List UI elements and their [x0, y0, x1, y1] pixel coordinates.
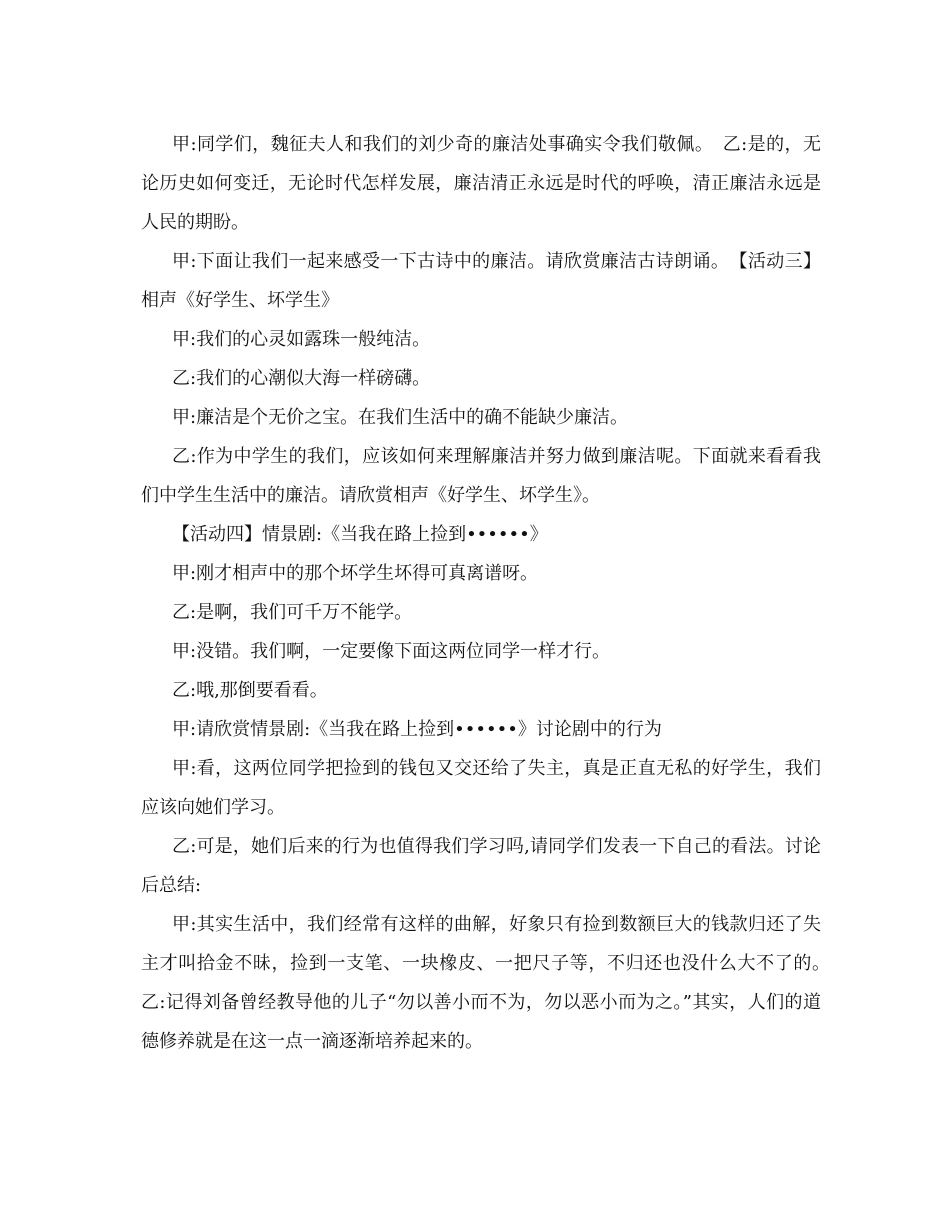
document-body [141, 125, 839, 1061]
paragraph: 甲:同学们，魏征夫人和我们的刘少奇的廉洁处事确实令我们敬佩。 乙:是的，无论历史如何变迁，无论时代怎样发展，廉洁清正永远是时代的呼唤，清正廉洁永远是人民的期盼。 [141, 134, 821, 233]
paragraph: 【活动四】情景剧:《当我在路上捡到••••••》 [172, 524, 548, 545]
paragraph: 甲:请欣赏情景剧:《当我在路上捡到••••••》讨论剧中的行为 [172, 719, 662, 740]
paragraph: 甲:我们的心灵如露珠一般纯洁。 [172, 329, 431, 350]
paragraph: 乙:哦,那倒要看看。 [172, 680, 328, 701]
paragraph: 乙:我们的心潮似大海一样磅礴。 [172, 368, 431, 389]
paragraph: 甲:其实生活中，我们经常有这样的曲解，好象只有捡到数额巨大的钱款归还了失主才叫拾金不昧，捡到一支笔、一块橡皮、一把尺子等，不归还也没什么大不了的。 乙:记得刘备曾经教导他的儿子“勿以善小而不为，勿以恶小而为之。”其实，人们的道德修养就是在这一点一滴逐渐培养起来的。 [141, 914, 839, 1052]
paragraph: 甲:看，这两位同学把捡到的钱包又交还给了失主，真是正直无私的好学生，我们应该向她们学习。 [141, 758, 821, 818]
paragraph: 甲:没错。我们啊，一定要像下面这两位同学一样才行。 [172, 641, 611, 662]
paragraph: 乙:可是，她们后来的行为也值得我们学习吗,请同学们发表一下自己的看法。讨论后总结: [141, 836, 821, 896]
paragraph: 甲:下面让我们一起来感受一下古诗中的廉洁。请欣赏廉洁古诗朗诵。 【活动三】相声《好学生、坏学生》 [141, 251, 821, 311]
paragraph: 乙:作为中学生的我们，应该如何来理解廉洁并努力做到廉洁呢。下面就来看看我们中学生生活中的廉洁。请欣赏相声《好学生、坏学生》。 [141, 446, 821, 506]
paragraph: 甲:刚才相声中的那个坏学生坏得可真离谱呀。 [172, 563, 539, 584]
paragraph: 甲:廉洁是个无价之宝。在我们生活中的确不能缺少廉洁。 [172, 407, 629, 428]
paragraph: 乙:是啊，我们可千万不能学。 [172, 602, 413, 623]
